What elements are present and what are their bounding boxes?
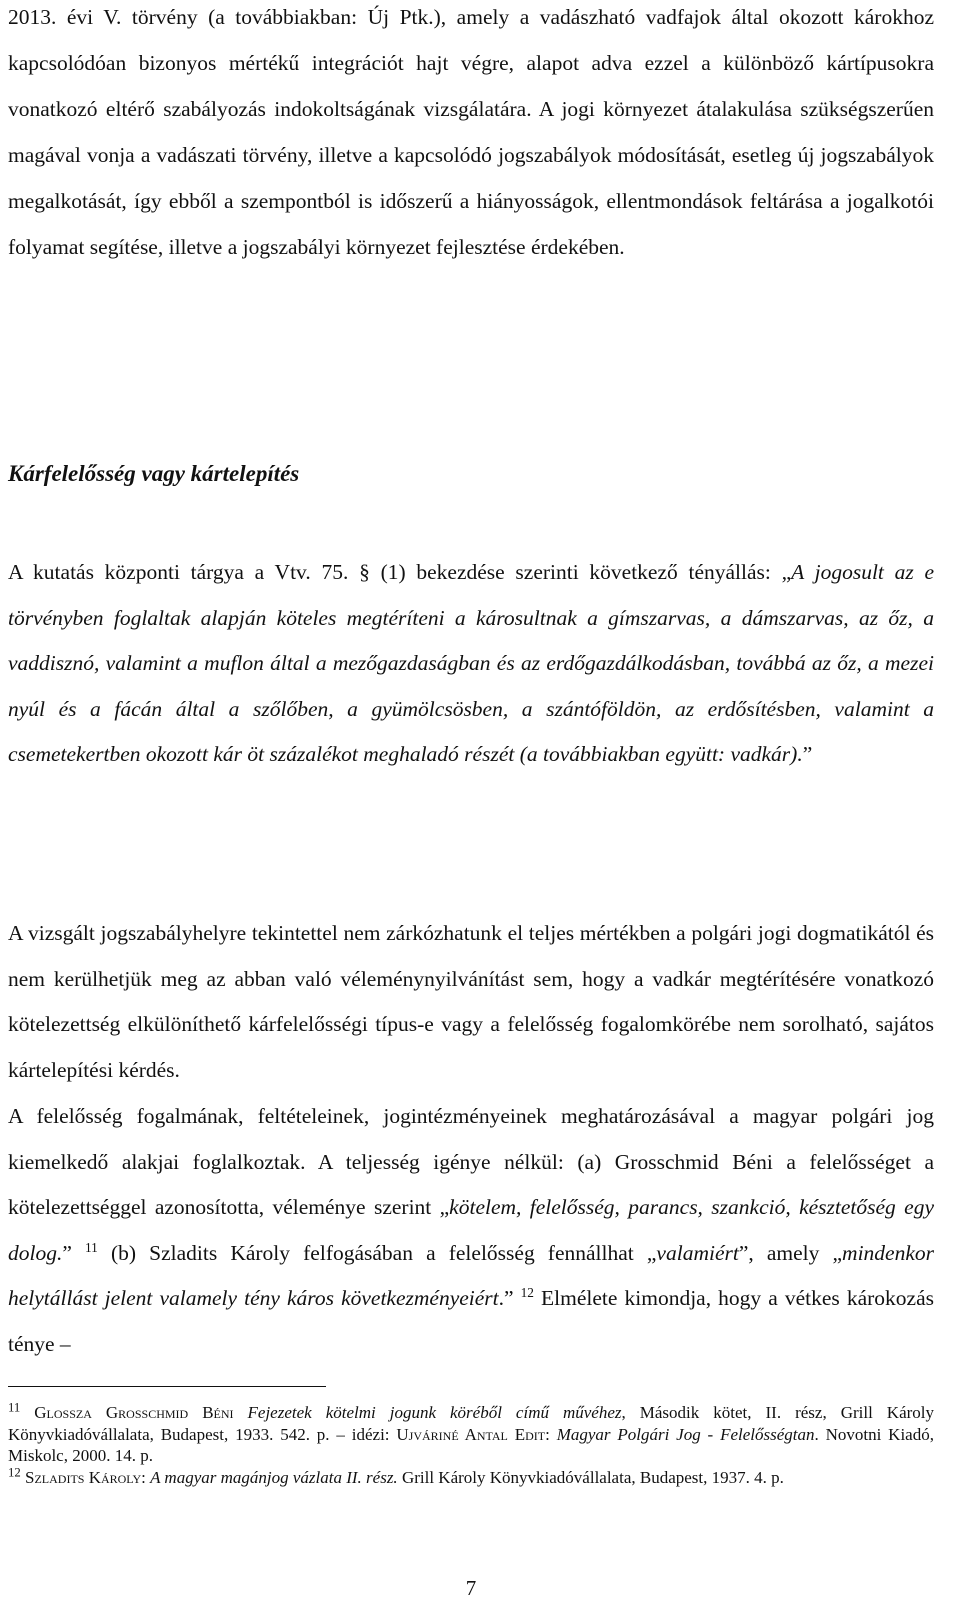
- quote-close: ”: [62, 1240, 86, 1265]
- paragraph-research-subject: [8, 550, 934, 778]
- footnote-number: 11: [8, 1400, 21, 1415]
- footnote-author: Glossza Grosschmid Béni: [34, 1403, 234, 1422]
- paragraph-text: A felelősség fogalmának, feltételeinek, jogintézményeinek meghatározásával a magyar polgári jog kiemelkedő alakjai foglalkoztak. A teljesség igénye nélkül: (a) Grosschmid Béni a felelősséget a kötelezettséggel azonosította, véleménye szerint „: [8, 1104, 934, 1219]
- paragraph-dogmatics: A vizsgált jogszabályhelyre tekintettel nem zárkózhatunk el teljes mértékben a polgári jogi dogmatikától és nem kerülhetjük meg az abban való véleménynyilvánítást sem, hogy a vadkár megtérítésére vonatkozó kötelezettség elkülöníthető kárfelelősségi típus-e vagy a felelősség fogalomkörébe nem sorolható, sajátos kártelepítési kérdés.: [8, 921, 934, 1082]
- section-heading: Kárfelelősség vagy kártelepítés: [8, 461, 300, 486]
- footnote-ref-12[interactable]: 12: [520, 1284, 534, 1300]
- page-number: 7: [465, 1576, 477, 1600]
- footnote-text: :: [141, 1467, 151, 1487]
- szladits-quote-1: valamiért: [656, 1240, 739, 1265]
- footnote-text: , Második kötet, II. rész, Grill Károly Könyvkiadóvállalata, Budapest, 1933. 542. p. – idézi:: [8, 1403, 935, 1444]
- footnote-author: Szladits Károly: [25, 1467, 142, 1487]
- footnote-ref-11[interactable]: 11: [85, 1239, 98, 1255]
- paragraph-intro: 2013. évi V. törvény (a továbbiakban: Új Ptk.), amely a vadászható vadfajok által okozott károkhoz kapcsolódóan bizonyos mértékű integrációt hajt végre, alapot adva ezzel a különböző kártípusokra vonatkozó eltérő szabályozás indokoltságának vizsgálatára. A jogi környezet átalakulása szükségszerűen magával vonja a vadászati törvény, illetve a kapcsolódó jogszabályok módosítását, esetleg új jogszabályok megalkotását, így ebből a szempontból is időszerű a hiányosságok, ellentmondások feltárása a jogalkotói folyamat segítése, illetve a jogszabályi környezet fejlesztése érdekében.: [8, 5, 934, 259]
- paragraph-text: ”, amely „: [738, 1240, 843, 1265]
- grosschmid-quote: kötelem, felelősség, parancs, szankció, késztetőség egy dolog.: [8, 1195, 934, 1265]
- footnote-text: . Novotni Kiadó, Miskolc, 2000. 14. p.: [8, 1424, 934, 1465]
- paragraph-liability-theory: [8, 1094, 934, 1367]
- footnote-title: Magyar Polgári Jog - Felelősségtan: [556, 1424, 815, 1444]
- footnote-title: Fejezetek kötelmi jogunk köréből című művéhez: [247, 1403, 622, 1422]
- paragraph-text: A kutatás központi tárgya a Vtv. 75. § (1) bekezdése szerinti következő tényállás: „: [8, 560, 792, 584]
- szladits-quote-2: mindenkor helytállást jelent valamely tény káros következményeiért: [8, 1240, 934, 1310]
- footnote-author: Ujváriné Antal Edit: [396, 1424, 546, 1444]
- footnotes: [8, 1402, 934, 1488]
- footnote-12: [8, 1464, 934, 1489]
- quote-close: .”: [498, 1286, 521, 1310]
- footnote-number: 12: [8, 1464, 21, 1479]
- paragraph-text: (b) Szladits Károly felfogásában a felelősség fennállhat „: [97, 1240, 657, 1265]
- footnote-text: Grill Károly Könyvkiadóvállalata, Budapest, 1937. 4. p.: [397, 1467, 784, 1487]
- footnote-title: A magyar magánjog vázlata II. rész.: [150, 1467, 398, 1487]
- footnote-separator: [8, 1386, 326, 1387]
- quote-close: ”: [802, 742, 813, 766]
- footnote-11: [8, 1402, 934, 1467]
- paragraph-text: Elmélete kimondja, hogy a vétkes károkozás ténye –: [8, 1286, 935, 1356]
- footnote-text: :: [545, 1424, 557, 1444]
- statute-quote: A jogosult az e törvényben foglaltak alapján köteles megtéríteni a károsultnak a gímszarvas, a dámszarvas, az őz, a vaddisznó, valamint a muflon által a mezőgazdaságban és az erdőgazdálkodásban, továbbá az őz, a mezei nyúl és a fácán által a szőlőben, a gyümölcsösben, a szántóföldön, az erdősítésben, valamint a csemetekertben okozott kár öt százalékot meghaladó részét (a továbbiakban együtt: vadkár).: [8, 560, 934, 766]
